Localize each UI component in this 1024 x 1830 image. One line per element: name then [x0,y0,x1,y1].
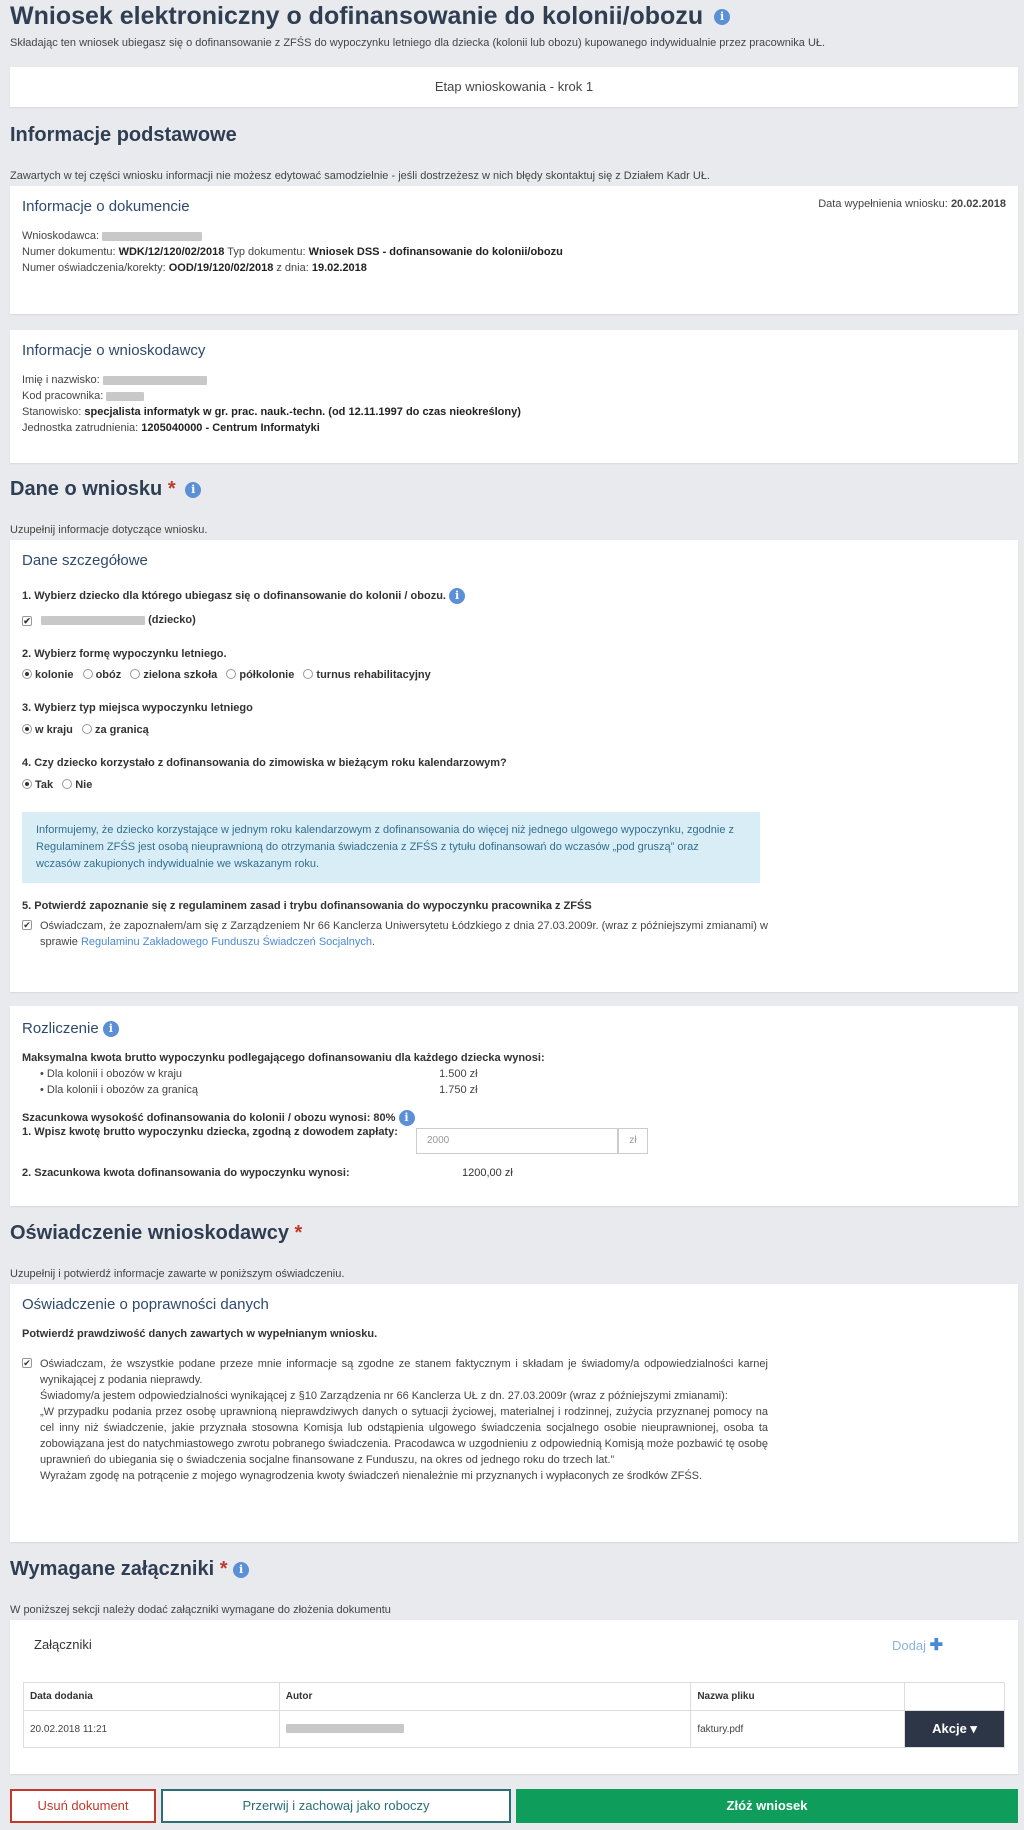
regulation-link[interactable]: Regulaminu Zakładowego Funduszu Świadczeń Socjalnych [80,936,373,948]
plus-icon: ✚ [929,1637,943,1654]
limit-label: • Dla kolonii i obozów za granicą [40,1084,198,1096]
declaration-date-label: z dnia: [276,262,309,274]
max-amount-label: Maksymalna kwota brutto wypoczynku podlegającego dofinansowaniu dla każdego dziecka wynosi: [22,1052,545,1064]
limit-label: • Dla kolonii i obozów w kraju [40,1068,183,1080]
name-line [22,374,207,386]
child-checkbox[interactable]: ✔ [23,616,31,626]
details-title: Dane szczegółowe [22,552,148,569]
info-icon[interactable]: i [714,9,730,25]
info-icon[interactable]: i [399,1110,415,1126]
basic-title: Informacje podstawowe [10,124,237,146]
option-label: zielona szkoła [143,669,218,681]
place-option-kraj[interactable] [22,724,73,736]
child-suffix: (dziecko) [148,614,196,626]
form-option-oboz[interactable] [83,669,122,681]
declaration-link[interactable]: OOD/19/120/02/2018 [168,262,274,274]
radio-selected[interactable] [22,779,32,789]
fill-date-value: 20.02.2018 [950,198,1006,210]
column-header [905,1683,1005,1711]
result-value: 1200,00 zł [462,1167,513,1179]
date-cell: 20.02.2018 11:21 [24,1711,280,1748]
radio[interactable] [82,724,92,734]
question-1-label: 1. Wybierz dziecko dla którego ubiegasz się o dofinansowanie do kolonii / obozu. [22,589,446,602]
column-header: Nazwa pliku [691,1683,905,1711]
form-option-kolonie[interactable] [22,669,74,681]
question-1 [22,588,465,604]
required-mark: * [294,1222,303,1244]
regulation-statement: Oświadczam, że zapoznałem/am się z Zarządzeniem Nr 66 Kanclerza Uniwersytetu Łódzkiego z dnia 27.03.2009r. (wraz z późniejszymi zmianami) w sprawie [40,920,768,948]
document-number-line [22,246,563,258]
form-option-turnus[interactable] [303,669,430,681]
radio[interactable] [226,669,236,679]
delete-document-button[interactable]: Usuń dokument [10,1789,156,1823]
page-subtitle: Składając ten wniosek ubiegasz się o dofinansowanie z ZFŚS do wypoczynku letniego dla dziecka (kolonii lub obozu) kupowanego indywidualnie przez pracownika UŁ. [10,37,826,49]
attachments-title [10,1558,249,1581]
estimate-text: Szacunkowa wysokość dofinansowania do kolonii / obozu wynosi: 80% [22,1111,396,1124]
option-label: turnus rehabilitacyjny [316,669,431,681]
amount-label: 1. Wpisz kwotę brutto wypoczynku dziecka, zgodną z dowodem zapłaty: [22,1126,398,1138]
regulation-checkbox[interactable] [22,918,38,930]
child-option [22,614,196,626]
document-title: Informacje o dokumencie [22,198,190,215]
redacted-child [41,616,145,625]
request-desc: Uzupełnij informacje dotyczące wniosku. [10,524,208,536]
form-option-polkolonie[interactable] [226,669,294,681]
option-label: półkolonie [239,669,295,681]
confirm-label: Potwierdź prawdziwość danych zawartych w wypełnianym wniosku. [22,1328,378,1340]
regulation-end: . [372,936,376,948]
option-label: Nie [75,779,93,791]
radio[interactable] [130,669,140,679]
settlement-card [10,1006,1018,1206]
redacted-code [106,392,144,401]
question-4: 4. Czy dziecko korzystało z dofinansowania do zimowiska w bieżącym roku kalendarzowym? [22,757,507,769]
statement-paragraph-4: Wyrażam zgodę na potrącenie z mojego wynagrodzenia kwoty świadczeń nienależnie mi przyznanych i wypłaconych ze środków ZFŚS. [40,1470,703,1482]
amount-input[interactable]: 2000 [416,1128,618,1154]
statement-paragraph-3: „W przypadku podania przez osobę uprawnioną nieprawdziwych danych o sytuacji życiowej, materialnej i rodzinnej, zużycia przyznanej pomocy na cel inny niż świadczenie, jakie przyznała stosowna Komisja lub odstąpienia ulgowego świadczenia socjalnego osobie nieuprawnionej, osoba ta zobowiązana jest do natychmiastowego zwrotu pobranego świadczenia. Pracodawca w uzgodnieniu z odpowiednią Komisją może pozbawić tę osobę uprawnień do ubiegania się o świadczenia socjalne finansowane z Funduszu, na okres od jednego roku do trzech lat.” [40,1406,768,1466]
estimate-label [22,1110,415,1126]
position-label: Stanowisko: [22,406,82,418]
add-attachment-button[interactable] [892,1635,943,1655]
radio[interactable] [83,669,93,679]
statement-card-title: Oświadczenie o poprawności danych [22,1296,269,1313]
attachments-table [23,1682,1005,1748]
attachments-card-title: Załączniki [34,1637,92,1652]
info-icon[interactable]: i [185,482,201,498]
applicant-title: Informacje o wnioskodawcy [22,342,206,359]
question-3: 3. Wybierz typ miejsca wypoczynku letniego [22,702,253,714]
radio[interactable] [303,669,313,679]
stage-label: Etap wnioskowania - krok 1 [434,79,594,94]
required-mark: * [167,478,176,500]
option-label: w kraju [35,724,73,736]
document-number-label: Numer dokumentu: [22,246,116,258]
limit-domestic [40,1068,478,1080]
statement-paragraph-1: Oświadczam, że wszystkie podane przeze mnie informacje są zgodne ze stanem faktycznym i składam je świadomy/a odpowiedzialności karnej wynikającej z podania nieprawdy. [40,1358,768,1386]
question-2: 2. Wybierz formę wypoczynku letniego. [22,648,227,660]
result-label: 2. Szacunkowa kwota dofinansowania do wypoczynku wynosi: [22,1167,350,1179]
column-header: Data dodania [24,1683,280,1711]
info-notice: Informujemy, że dziecko korzystające w jednym roku kalendarzowym z dofinansowania do więcej niż jednego ulgowego wypoczynku, zgodnie z Regulaminem ZFŚS jest osobą nieuprawnioną do otrzymania świadczenia z ZFŚS z tytułu dofinansowań do wczasów „pod gruszą” oraz wczasów zakupionych indywidualnie we wskazanym roku. [22,812,760,883]
declaration-line [22,262,367,274]
option-label: Tak [35,779,54,791]
applicant-card [10,330,1018,463]
question-5: 5. Potwierdź zapoznanie się z regulaminem zasad i trybu dofinansowania do wypoczynku pracownika z ZFŚS [22,900,592,912]
declaration-date-value: 19.02.2018 [311,262,367,274]
place-options [22,724,155,736]
attachments-title-text: Wymagane załączniki [10,1558,215,1580]
basic-desc: Zawartych w tej części wniosku informacji nie możesz edytować samodzielnie - jeśli dostrzeżesz w nich błędy skontaktuj się z Działem Kadr UŁ. [10,170,710,182]
form-options [22,669,437,681]
statement-checkbox[interactable] [22,1356,38,1368]
request-title [10,478,201,501]
option-label: kolonie [35,669,74,681]
settlement-title [22,1020,119,1037]
radio[interactable] [62,779,72,789]
stage-card [10,67,1018,107]
winter-options [22,779,98,791]
file-cell: faktury.pdf [691,1711,905,1748]
statement-text [40,1356,768,1484]
limit-value: 1.750 zł [439,1084,478,1096]
fill-date [818,198,1006,210]
limit-abroad [40,1084,478,1096]
unit-label: Jednostka zatrudnienia: [22,422,139,434]
details-card [10,540,1018,992]
statement-card [10,1284,1018,1542]
author-cell [279,1711,691,1748]
radio-selected[interactable] [22,724,32,734]
unit-value: 1205040000 - Centrum Informatyki [141,422,320,434]
info-icon[interactable]: i [233,1562,249,1578]
statement-paragraph-2: Świadomy/a jestem odpowiedzialności wynikającej z §10 Zarządzenia nr 66 Kanclerza UŁ z dn. 27.03.2009r (wraz z późniejszymi zmianami): [40,1390,728,1402]
form-option-zielona-szkola[interactable] [130,669,217,681]
info-icon[interactable]: i [103,1021,119,1037]
redacted-author [286,1724,404,1733]
position-line [22,406,521,418]
option-label: obóz [95,669,122,681]
document-number-value: WDK/12/120/02/2018 [118,246,225,258]
statement-title-text: Oświadczenie wnioskodawcy [10,1222,289,1244]
unit-line [22,422,320,434]
document-type-value: Wniosek DSS - dofinansowanie do kolonii/obozu [308,246,563,258]
position-value: specjalista informatyk w gr. prac. nauk.-techn. (od 12.11.1997 do czas nieokreślony) [84,406,521,418]
document-card [10,186,1018,314]
required-mark: * [219,1558,228,1580]
currency-addon: zł [618,1128,648,1154]
statement-desc: Uzupełnij i potwierdź informacje zawarte w poniższym oświadczeniu. [10,1268,345,1280]
option-label: za granicą [94,724,149,736]
radio-selected[interactable] [22,669,32,679]
table-row [24,1711,1005,1748]
save-draft-button[interactable]: Przerwij i zachowaj jako roboczy [161,1789,511,1823]
request-title-text: Dane o wniosku [10,478,163,500]
declaration-label: Numer oświadczenia/korekty: [22,262,166,274]
statement-title [10,1222,302,1245]
submit-button[interactable]: Złóż wniosek [516,1789,1018,1823]
table-header-row [24,1683,1005,1711]
document-type-label: Typ dokumentu: [227,246,306,258]
actions-dropdown-button[interactable]: Akcje ▾ [905,1711,1004,1747]
winter-option-nie[interactable] [62,779,92,791]
applicant-line [22,230,202,242]
settlement-title-text: Rozliczenie [22,1020,99,1037]
code-line [22,390,144,402]
place-option-granica[interactable] [82,724,149,736]
applicant-label: Wnioskodawca: [22,230,100,242]
regulation-text [40,918,768,950]
action-cell [905,1711,1005,1748]
regulation-check[interactable]: ✔ [23,920,31,930]
statement-check[interactable]: ✔ [23,1358,31,1368]
redacted-name [103,376,207,385]
limit-value: 1.500 zł [439,1068,478,1080]
name-label: Imię i nazwisko: [22,374,100,386]
attachments-desc: W poniższej sekcji należy dodać załączniki wymagane do złożenia dokumentu [10,1604,391,1616]
redacted-applicant [102,232,202,241]
info-icon[interactable]: i [449,588,465,604]
winter-option-tak[interactable] [22,779,53,791]
column-header: Autor [279,1683,691,1711]
fill-date-label: Data wypełnienia wniosku: [818,198,948,210]
code-label: Kod pracownika: [22,390,104,402]
add-label: Dodaj [892,1638,926,1653]
page-title [10,2,730,31]
attachments-card [10,1620,1018,1774]
page-title-text: Wniosek elektroniczny o dofinansowanie do kolonii/obozu [10,2,704,30]
